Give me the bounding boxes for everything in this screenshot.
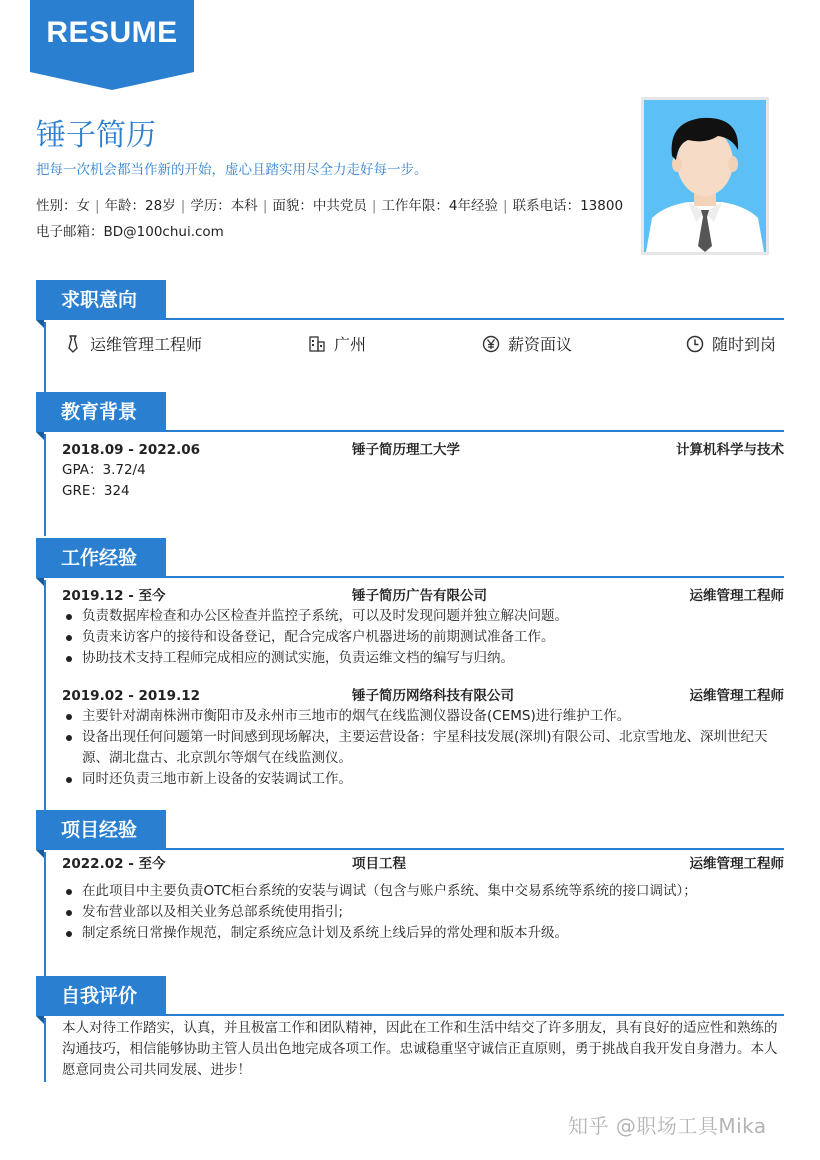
project-bullets [62, 881, 784, 944]
resume-name: 锤子简历 [36, 118, 156, 153]
education-body [44, 434, 784, 536]
section-self-evaluation [36, 976, 784, 1082]
avatar-illustration [644, 100, 766, 252]
list-item: 设备出现任何问题第一时间感到现场解决，主要运营设备：宇星科技发展(深圳)有限公司、北京雪地龙、深圳世纪天源、湖北盘古、北京凯尔等烟气在线监测仪。 [62, 727, 784, 769]
avatar-photo [641, 97, 769, 255]
section-rule [166, 1014, 784, 1016]
project-row [62, 854, 784, 874]
section-title: 项目经验 [36, 810, 166, 850]
job-role: 运维管理工程师 [689, 588, 784, 604]
intent-position [64, 332, 202, 355]
section-tab-fold [36, 850, 44, 858]
section-title: 求职意向 [36, 280, 166, 320]
intent-salary-label: 薪资面议 [508, 335, 573, 354]
self-evaluation-text: 本人对待工作踏实，认真，并且极富工作和团队精神，因此在工作和生活中结交了许多朋友，具有良好的适应性和熟练的沟通技巧，相信能够协助主管人员出色地完成各项工作。忠诚稳重坚守诚信正直原则，勇于挑战自我开发自身潜力。本人愿意同贵公司共同发展、进步！ [62, 1020, 778, 1078]
section-work [36, 538, 784, 812]
intent-availability [686, 332, 776, 355]
list-item: 负责来访客户的接待和设备登记，配合完成客户机器进场的前期测试准备工作。 [62, 627, 784, 648]
section-rule [166, 848, 784, 850]
info-politics: 面貌：中共党员 [272, 198, 367, 214]
building-icon [308, 335, 326, 353]
section-project [36, 810, 784, 982]
ribbon-tip [30, 72, 194, 90]
job-role: 运维管理工程师 [689, 688, 784, 704]
self-body [44, 1018, 784, 1082]
resume-ribbon [30, 0, 194, 90]
intent-salary [482, 332, 572, 355]
list-item: 协助技术支持工程师完成相应的测试实施，负责运维文档的编写与归纳。 [62, 648, 784, 669]
info-gender: 性别：女 [36, 198, 90, 214]
section-rule [166, 430, 784, 432]
section-tab-fold [36, 578, 44, 586]
project-name: 项目工程 [352, 856, 406, 872]
list-item: 负责数据库检查和办公区检查并监控子系统，可以及时发现问题并独立解决问题。 [62, 606, 784, 627]
clock-icon [686, 335, 704, 353]
education-gpa: GPA：3.72/4 [62, 462, 146, 478]
section-tab-fold [36, 320, 44, 328]
education-period: 2018.09 - 2022.06 [62, 442, 200, 458]
education-major: 计算机科学与技术 [676, 442, 784, 458]
intent-availability-label: 随时到岗 [712, 335, 777, 354]
section-rule [166, 318, 784, 320]
basic-info: 性别：女 | 年龄：28岁 | 学历：本科 | 面貌：中共党员 | 工作年限：4年经验 | 联系电话：13800 [36, 198, 624, 214]
education-gre: GRE：324 [62, 483, 130, 499]
project-period: 2022.02 - 至今 [62, 856, 166, 872]
info-phone: 联系电话：13800 [512, 198, 624, 214]
list-item: 在此项目中主要负责OTC柜台系统的安装与调试（包含与账户系统、集中交易系统等系统的接口调试）； [62, 881, 784, 902]
section-education [36, 392, 784, 536]
list-item: 同时还负责三地市新上设备的安装调试工作。 [62, 769, 784, 790]
info-email: 电子邮箱：BD@100chui.com [36, 224, 224, 240]
section-title: 自我评价 [36, 976, 166, 1016]
info-years: 工作年限：4年经验 [381, 198, 499, 214]
job-bullets [62, 606, 784, 669]
section-header [36, 810, 784, 852]
intent-body [44, 322, 784, 392]
job-period: 2019.12 - 至今 [62, 588, 166, 604]
yen-icon [482, 335, 500, 353]
job-row [62, 586, 784, 606]
project-body [44, 852, 784, 982]
section-tab-fold [36, 1016, 44, 1024]
job-row [62, 686, 784, 706]
section-rule [166, 576, 784, 578]
project-role: 运维管理工程师 [689, 856, 784, 872]
list-item: 主要针对湖南株洲市衡阳市及永州市三地市的烟气在线监测仪器设备(CEMS)进行维护工作。 [62, 706, 784, 727]
intent-city-label: 广州 [334, 335, 367, 354]
tie-icon [64, 335, 82, 353]
info-degree: 学历：本科 [190, 198, 258, 214]
intent-city [308, 332, 366, 355]
job-company: 锤子简历广告有限公司 [352, 588, 487, 604]
ribbon-label: RESUME [46, 16, 178, 49]
motto: 把每一次机会都当作新的开始，虚心且踏实用尽全力走好每一步。 [36, 162, 428, 178]
work-body [44, 580, 784, 812]
list-item: 发布营业部以及相关业务总部系统使用指引; [62, 902, 784, 923]
section-job-intent [36, 280, 784, 392]
section-header [36, 280, 784, 322]
section-header [36, 392, 784, 434]
intent-position-label: 运维管理工程师 [90, 335, 203, 354]
watermark: 知乎 @职场工具Mika [568, 1114, 767, 1138]
info-age: 年龄：28岁 [104, 198, 176, 214]
job-period: 2019.02 - 2019.12 [62, 688, 200, 704]
job-company: 锤子简历网络科技有限公司 [352, 688, 514, 704]
section-header [36, 976, 784, 1018]
list-item: 制定系统日常操作规范，制定系统应急计划及系统上线后异的常处理和版本升级。 [62, 923, 784, 944]
section-title: 教育背景 [36, 392, 166, 432]
section-header [36, 538, 784, 580]
section-title: 工作经验 [36, 538, 166, 578]
education-row [62, 440, 784, 460]
job-bullets [62, 706, 784, 790]
section-tab-fold [36, 432, 44, 440]
education-school: 锤子简历理工大学 [352, 442, 460, 458]
